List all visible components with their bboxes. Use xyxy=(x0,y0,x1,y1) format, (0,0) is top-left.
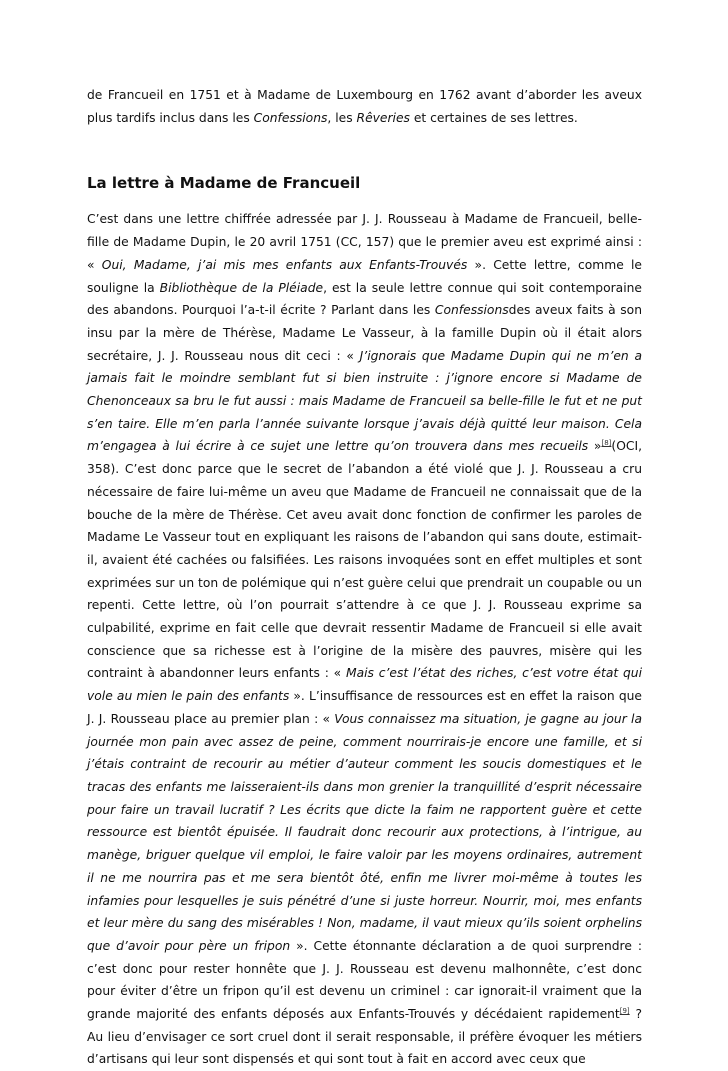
body-text-4: des aveux faits à son insu par la mère de Thérèse, Madame Le Vasseur, à la famille Dupin où il était alors secrétaire, J. J. Rousseau nous dit ceci : « xyxy=(87,303,642,363)
intro-text-3: et certaines de ses lettres. xyxy=(409,110,578,125)
intro-text-2: , les xyxy=(327,110,357,125)
body-text-2: ». Cette lettre, comme le souligne la xyxy=(87,257,642,295)
quote-3: Mais c’est l’état des riches, c’est votre état qui vole au mien le pain des enfants xyxy=(87,666,642,704)
title-bibliotheque: Bibliothèque de la Pléiade xyxy=(159,280,324,295)
body-paragraph xyxy=(87,208,642,1071)
footnote-ref-8 xyxy=(601,439,611,447)
section-heading: La lettre à Madame de Francueil xyxy=(87,174,361,193)
body-text-9: ? Au lieu d’envisager ce sort cruel dont il serait responsable, il préfère évoquer les métiers d’artisans qui leur sont dispensés et qui sont tout à fait en accord avec ceux que xyxy=(87,1007,642,1067)
body-text-7: ». L’insuffisance de ressources est en effet la raison que J. J. Rousseau place au premier plan : « xyxy=(87,689,642,726)
body-text-5: » xyxy=(588,439,602,454)
intro-title-reveries: Rêveries xyxy=(356,110,410,125)
intro-paragraph xyxy=(87,84,642,129)
intro-text-1: de Francueil en 1751 et à Madame de Luxembourg en 1762 avant d’aborder les aveux plus tardifs inclus dans les xyxy=(87,88,642,125)
quote-1: Oui, Madame, j’ai mis mes enfants aux Enfants-Trouvés xyxy=(101,257,468,272)
footnote-ref-9 xyxy=(620,1007,630,1015)
body-text-1: C’est dans une lettre chiffrée adressée par J. J. Rousseau à Madame de Francueil, belle-fille de Madame Dupin, le 20 avril 1751 (CC, 157) que le premier aveu est exprimé ainsi : « xyxy=(87,212,642,272)
document-page xyxy=(87,84,642,1071)
body-text-8: ». Cette étonnante déclaration a de quoi surprendre : c’est donc pour rester honnête que J. J. Rousseau est devenu malhonnête, c’est donc pour éviter d’être un fripon qu’il est devenu un criminel : car ignorait-il vraiment que la grande majorité des enfants déposés aux Enfants-Trouvés y décédaient rapidement xyxy=(87,938,642,1022)
body-text-3: , est la seule lettre connue qui soit contemporaine des abandons. Pourquoi l’a-t-il écrite ? Parlant dans les xyxy=(87,280,642,318)
title-confessions: Confessions xyxy=(434,303,509,318)
intro-title-confessions: Confessions xyxy=(253,110,328,125)
quote-4: Vous connaissez ma situation, je gagne au jour la journée mon pain avec assez de peine, comment nourrirais-je encore une famille, et si j’étais contraint de recourir au métier d’auteur comment les soucis domestiques et le tracas des enfants me laisseraient-ils dans mon grenier la tranquillité d’esprit nécessaire pour faire un travail lucratif ? Les écrits que dicte la faim ne rapportent guère et cette ressource est bientôt épuisée. Il faudrait donc recourir aux protections, à l’intrigue, au manège, briguer quelque vil emploi, le faire valoir par les moyens ordinaires, autrement il ne me nourrira pas et me sera bientôt ôté, enfin me livrer moi-même à toutes les infamies pour lesquelles je suis pénétré d’une si juste horreur. Nourrir, moi, mes enfants et leur mère du sang des misérables ! Non, madame, il vaut mieux qu’ils soient orphelins que d’avoir pour père un fripon xyxy=(87,711,642,953)
quote-2: J’ignorais que Madame Dupin qui ne m’en a jamais fait le moindre semblant fut si bien instruite : j’ignore encore si Madame de Chenonceaux sa bru le fut aussi : mais Madame de Francueil sa belle-fille le fut et ne put s’en taire. Elle m’en parla l’année suivante lorsque j’avais déjà quitté leur maison. Cela m’engagea à lui écrire à ce sujet une lettre qu’on trouvera dans mes recueils xyxy=(87,348,642,454)
footnote-link-8[interactable]: [8] xyxy=(601,439,612,448)
footnote-link-9[interactable]: [9] xyxy=(619,1006,630,1015)
body-text-6: (OCI, 358). C’est donc parce que le secret de l’abandon a été violé que J. J. Rousseau a cru nécessaire de faire lui-même un aveu que Madame de Francueil ne connaissait que de la bouche de la mère de Thérèse. Cet aveu avait donc fonction de confirmer les paroles de Madame Le Vasseur tout en expliquant les raisons de l’abandon qui sans doute, estimait-il, avaient été cachées ou falsifiées. Les raisons invoquées sont en effet multiples et sont exprimées sur un ton de polémique qui n’est guère celui que prendrait un coupable ou un repenti. Cette lettre, où l’on pourrait s’attendre à ce que J. J. Rousseau exprime sa culpabilité, exprime en fait celle que devrait ressentir Madame de Francueil si elle avait conscience que sa richesse est à l’origine de la misère des pauvres, misère qui les contraint à abandonner leurs enfants : « xyxy=(87,439,642,681)
